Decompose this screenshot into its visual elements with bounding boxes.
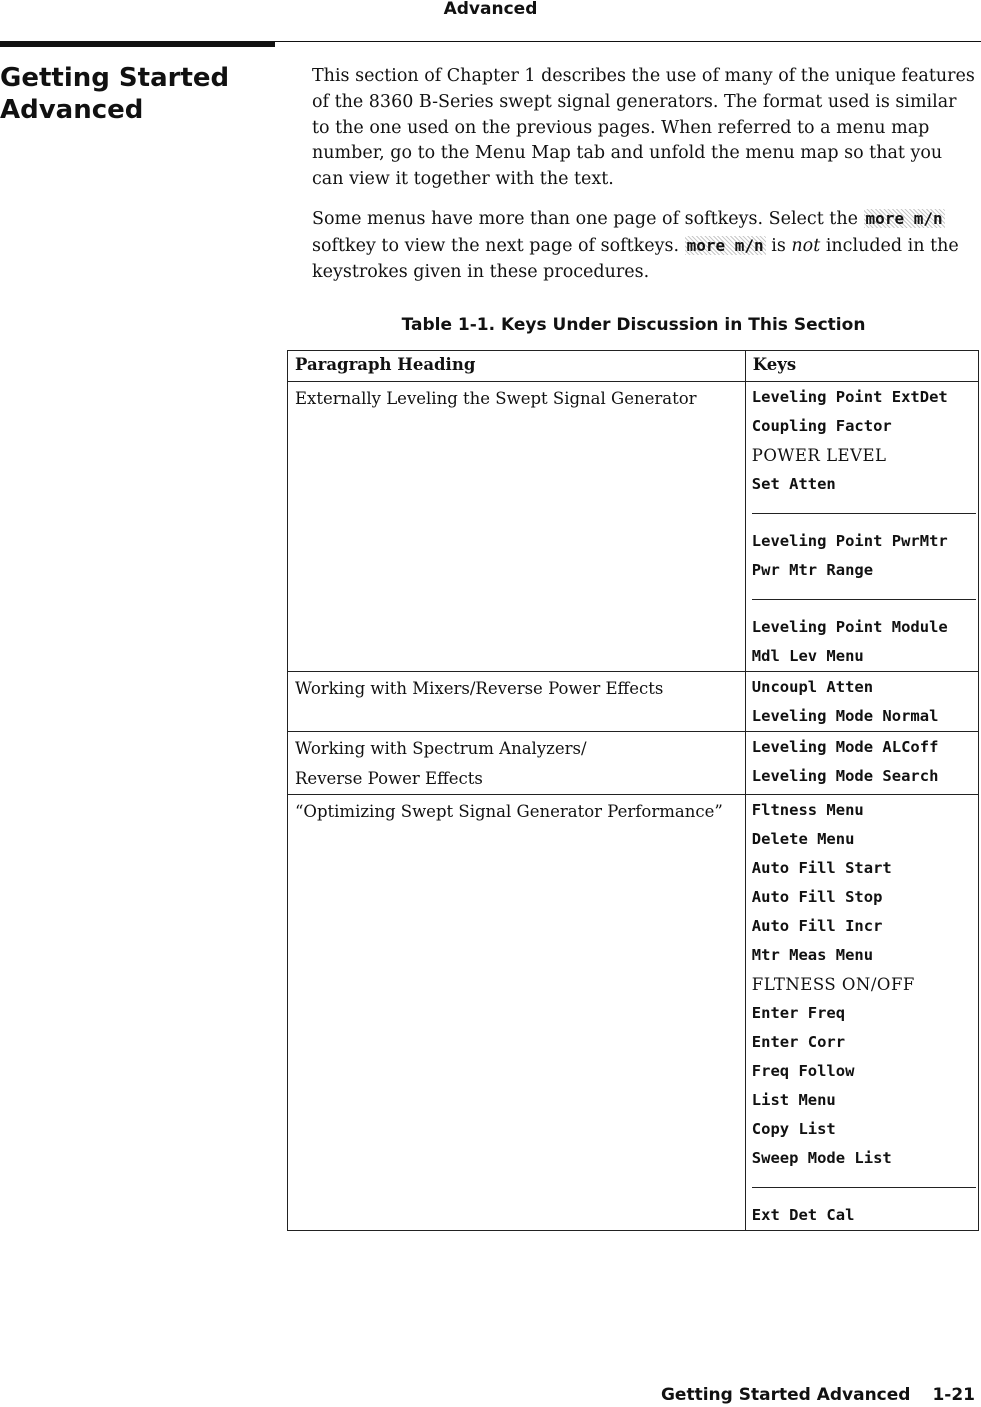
paragraph-heading-cell [288,672,746,732]
paragraph-heading: Reverse Power Effects [295,769,483,788]
softkey-label: Auto Fill Incr [751,917,883,935]
keys-cell [745,672,978,732]
section-title [0,62,275,126]
softkey-label: Delete Menu [751,830,855,848]
table-row [288,732,979,795]
more-softkey-2: more m/n [686,235,764,255]
softkey-label: Leveling Mode ALCoff [751,738,939,756]
softkey-label: Pwr Mtr Range [751,561,874,579]
page-footer [661,1384,975,1406]
p2-text-2: softkey to view the next page of softkeys. [312,235,680,256]
table-body [288,382,979,1231]
keys-cell [745,732,978,795]
more-softkey: more m/n [865,209,943,228]
page-number: 1-21 [932,1385,975,1405]
intro-paragraph: This section of Chapter 1 describes the use of many of the unique features of the 8360 B-Series swept signal generators. The format used is similar to the one used on the previous pages. When referred to a menu map number, go to the Menu Map tab and unfold the menu map so that you can view it together with the text. [312,66,975,190]
softkey-label: Fltness Menu [751,801,864,819]
table-caption: Table 1-1. Keys Under Discussion in This Section [401,315,866,335]
softkey-paragraph [312,206,977,285]
softkey-label: Enter Freq [751,1004,846,1022]
paragraph-heading-cell [288,732,746,795]
table-row [288,795,979,1231]
softkey-label: Leveling Point ExtDet [751,388,948,406]
paragraph-heading: Working with Spectrum Analyzers/ [295,739,587,758]
softkey-label: Leveling Point PwrMtr [751,532,948,550]
col-heading-keys: Keys [745,351,978,382]
table-row [288,672,979,732]
paragraph-heading: Working with Mixers/Reverse Power Effects [295,679,664,698]
softkey-label: Uncoupl Atten [751,678,874,696]
col-heading-paragraph: Paragraph Heading [288,351,746,382]
p2-text-3: is [771,235,786,256]
key-group-divider [752,1173,974,1201]
keys-cell [745,795,978,1231]
softkey-label: Coupling Factor [751,417,892,435]
softkey-label: Leveling Mode Search [751,767,939,785]
table-header-row [288,351,979,382]
hardkey-label: POWER LEVEL [751,446,887,465]
softkey-label: Enter Corr [751,1033,846,1051]
key-group-divider [752,499,974,527]
running-head: Advanced [443,0,538,19]
softkey-label: Mdl Lev Menu [751,647,864,665]
keys-table [287,350,979,1231]
header-rule-thick [0,41,275,47]
paragraph-heading-cell [288,382,746,672]
p2-not: not [791,235,821,256]
softkey-label: List Menu [751,1091,836,1109]
paragraph-heading-cell [288,795,746,1231]
footer-title: Getting Started Advanced [660,1385,911,1405]
table-row [288,382,979,672]
p2-text-1: Some menus have more than one page of softkeys. Select the [312,209,858,229]
softkey-label: Copy List [751,1120,836,1138]
softkey-label: Sweep Mode List [751,1149,892,1167]
softkey-label: Mtr Meas Menu [751,946,874,964]
p2-text-4: included in the keystrokes given in these procedures. [312,235,959,282]
softkey-label: Freq Follow [751,1062,855,1080]
softkey-label: Auto Fill Start [751,859,892,877]
section-title-line1: Getting Started [0,63,230,93]
softkey-label: Set Atten [751,475,836,493]
key-group-divider [752,585,974,613]
paragraph-heading: Externally Leveling the Swept Signal Generator [295,389,697,408]
softkey-label: Leveling Point Module [751,618,948,636]
softkey-label: Leveling Mode Normal [751,707,939,725]
softkey-label: Auto Fill Stop [751,888,883,906]
paragraph-heading: “Optimizing Swept Signal Generator Performance” [295,802,723,821]
softkey-label: Ext Det Cal [751,1206,855,1224]
section-title-line2: Advanced [0,95,144,125]
hardkey-label: FLTNESS ON/OFF [751,975,915,994]
keys-cell [745,382,978,672]
